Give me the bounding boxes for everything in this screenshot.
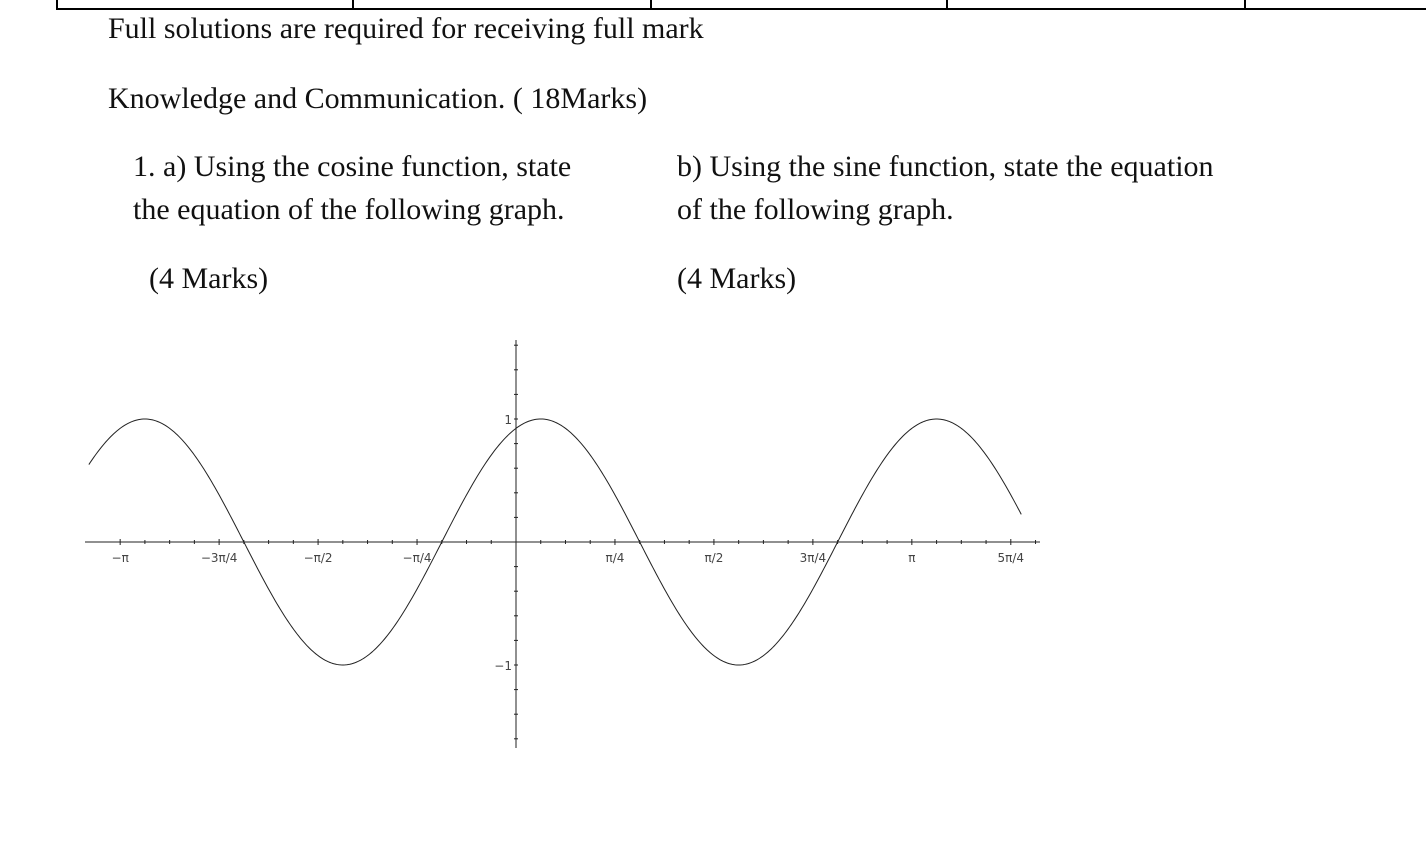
question-a-line1: 1. a) Using the cosine function, state [133, 150, 572, 183]
table-cell-border [56, 0, 58, 8]
top-table-border [56, 0, 1426, 10]
x-tick-label: −π/2 [303, 551, 333, 565]
question-b-marks: (4 Marks) [677, 262, 797, 295]
x-tick-label: π/2 [704, 551, 724, 565]
x-tick-label: −π [111, 551, 129, 565]
question-b-line2: of the following graph. [677, 193, 954, 226]
x-tick-label: −π/4 [402, 551, 432, 565]
x-tick-label: 3π/4 [799, 551, 827, 565]
table-cell-border [352, 0, 354, 8]
question-a-line2: the equation of the following graph. [133, 193, 565, 226]
y-tick-labels [494, 413, 512, 673]
table-cell-border [946, 0, 948, 8]
question-b-line1: b) Using the sine function, state the equation [677, 150, 1214, 183]
question-a-marks: (4 Marks) [149, 262, 269, 295]
x-tick-label: π/4 [605, 551, 625, 565]
y-tick-label: −1 [494, 659, 512, 673]
table-cell-border [1244, 0, 1246, 8]
x-tick-label: 5π/4 [997, 551, 1025, 565]
instructions-text: Full solutions are required for receiving full mark [108, 12, 704, 45]
y-tick-label: 1 [504, 413, 512, 427]
graph-axes [85, 340, 1040, 748]
section-heading: Knowledge and Communication. ( 18Marks) [108, 82, 648, 115]
table-cell-border [650, 0, 652, 8]
x-tick-label: −3π/4 [200, 551, 238, 565]
x-tick-labels [112, 551, 1025, 565]
trig-graph [0, 330, 1100, 760]
x-tick-label: π [908, 551, 916, 565]
